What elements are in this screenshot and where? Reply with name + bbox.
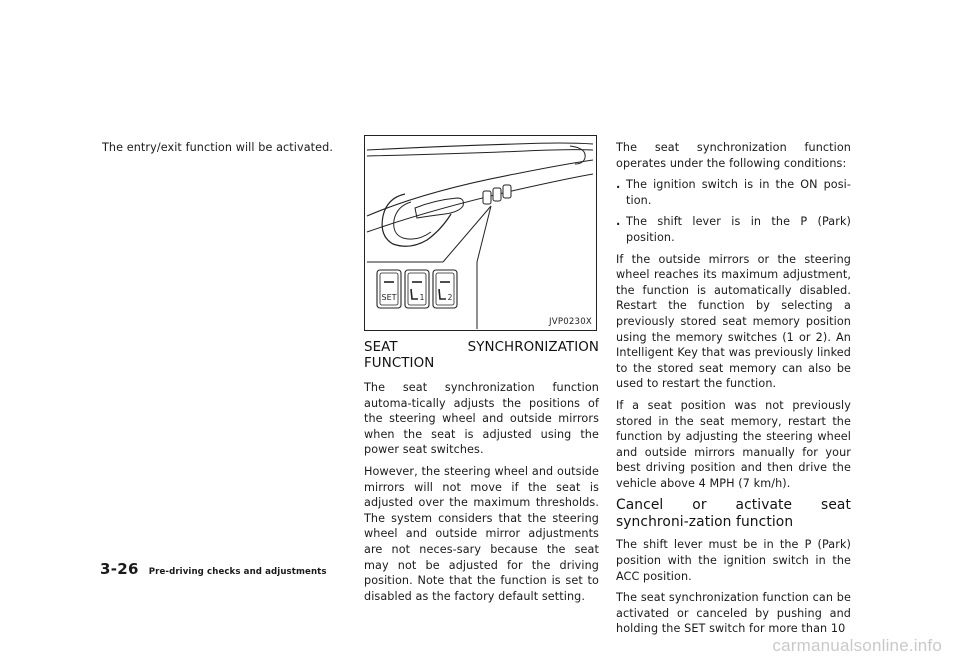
paragraph: The seat synchronization function automa-tically adjusts the positions of the steering wheel and outside mirrors when the seat is adjusted using the power seat switches. [364, 381, 599, 457]
subsection-heading: Cancel or activate seat synchroni-zation function [616, 497, 851, 531]
bullet-icon: . [616, 215, 621, 229]
paragraph: The seat synchronization function operates under the following conditions: [616, 141, 851, 170]
column-middle [364, 340, 599, 610]
paragraph: If the outside mirrors or the steering wheel reaches its maximum adjustment, the function is automatically disabled. Restart the function by selecting a previously stored seat memory position using the memory switches (1 or 2). An Intelligent Key that was previously linked to the stored seat memory can also be used to restart the function. [616, 252, 851, 391]
section-heading: SEAT SYNCHRONIZATION FUNCTION [364, 340, 599, 371]
door-switch-cluster [483, 185, 511, 204]
list-item [616, 214, 851, 245]
memory-switch-1-icon [405, 270, 429, 308]
paragraph: However, the steering wheel and outside mirrors will not move if the seat is adjusted over the maximum thresholds. The system considers that the steering wheel and outside mirror adjustments are not neces-sary because the seat may not be adjusted for the driving position. Note that the function is set to disabled as the factory default setting. [364, 464, 599, 603]
entry-exit-text: The entry/exit function will be activated. [102, 141, 334, 154]
column-left [102, 140, 342, 156]
memory-switch-2-label: 2 [447, 293, 453, 302]
figure-code: JVP0230X [549, 317, 592, 327]
list-item [616, 177, 851, 208]
page-footer [100, 560, 327, 578]
set-switch-icon [377, 270, 401, 308]
paragraph: The seat synchronization function can be activated or canceled by pushing and holding the SET switch for more than 10 [616, 591, 851, 636]
column-right [616, 140, 851, 643]
door-panel-illustration [365, 136, 595, 329]
memory-switch-2-icon [433, 270, 457, 308]
paragraph: If a seat position was not previously stored in the seat memory, restart the function by adjusting the steering wheel and outside mirrors manually for your best driving position and then drive the vehicle above 4 MPH (7 km/h). [616, 398, 851, 490]
set-switch-label: SET [381, 293, 397, 302]
section-title: Pre-driving checks and adjustments [148, 567, 327, 577]
page-number: 3-26 [100, 560, 139, 578]
paragraph: The shift lever must be in the P (Park) position with the ignition switch in the ACC position. [616, 538, 851, 583]
watermark: carmanualsonline.info [772, 636, 942, 655]
door-memory-switch-figure [364, 135, 597, 331]
list-item-text: The shift lever is in the P (Park) position. [626, 215, 851, 244]
list-item-text: The ignition switch is in the ON posi-tion. [626, 178, 851, 207]
bullet-icon: . [616, 178, 621, 192]
memory-switch-1-label: 1 [419, 293, 425, 302]
